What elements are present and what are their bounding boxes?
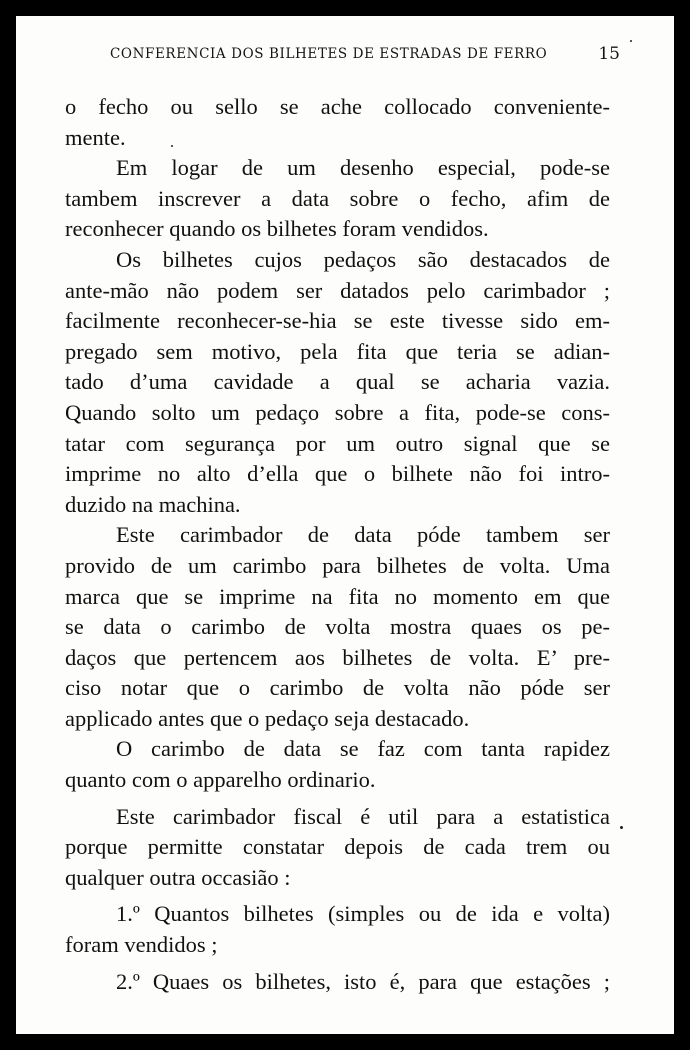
text-line: provido de um carimbo para bilhetes de volta. Uma [65,552,610,578]
text-line: qualquer outra occasião : [65,864,291,890]
text-line: applicado antes que o pedaço seja destacado. [65,705,470,731]
text-line: duzido na machina. [65,491,241,517]
text-line: 1.º Quantos bilhetes (simples ou de ida e volta) [116,901,610,927]
running-title: CONFERENCIA DOS BILHETES DE ESTRADAS DE FERRO [110,46,548,62]
text-line: 2.º Quaes os bilhetes, isto é, para que estações ; [116,968,610,994]
text-line: daços que pertencem aos bilhetes de volta. E’ pre- [65,644,610,670]
text-line: ciso notar que o carimbo de volta não póde ser [65,675,610,701]
ink-speck [630,40,632,42]
ink-speck [620,826,623,829]
ink-speck [171,145,173,147]
text-line: quanto com o apparelho ordinario. [65,767,376,793]
text-line: facilmente reconhecer-se-hia se este tivesse sido em- [65,308,610,334]
text-line: pregado sem motivo, pela fita que teria se adian- [65,338,610,364]
text-line: tambem inscrever a data sobre o fecho, afim de [65,185,610,211]
text-line: Em logar de um desenho especial, pode-se [116,155,610,181]
text-line: o fecho ou sello se ache collocado conveniente- [65,94,610,119]
book-page [16,16,674,1034]
text-line: marca que se imprime na fita no momento em que [65,583,610,609]
text-line: Este carimbador de data póde tambem ser [116,522,610,548]
text-line: O carimbo de data se faz com tanta rapidez [116,736,610,762]
text-line: Quando solto um pedaço sobre a fita, pode-se cons- [65,399,610,425]
text-line: ante-mão não podem ser datados pelo carimbador ; [65,277,610,303]
running-head [110,46,620,66]
text-line: mente. [65,124,126,150]
text-line: foram vendidos ; [65,932,218,958]
text-line: tatar com segurança por um outro signal que se [65,430,610,456]
text-line: reconhecer quando os bilhetes foram vendidos. [65,216,489,242]
text-line: tado d’uma cavidade a qual se acharia vazia. [65,369,610,395]
text-line: Os bilhetes cujos pedaços são destacados de [116,246,610,272]
text-line: Este carimbador fiscal é util para a estatistica [116,803,610,829]
body-text [65,92,610,997]
text-line: porque permitte constatar depois de cada trem ou [65,834,610,860]
text-line: imprime no alto d’ella que o bilhete não foi intro- [65,461,610,487]
page-number: 15 [598,44,620,64]
text-line: se data o carimbo de volta mostra quaes os pe- [65,614,610,640]
